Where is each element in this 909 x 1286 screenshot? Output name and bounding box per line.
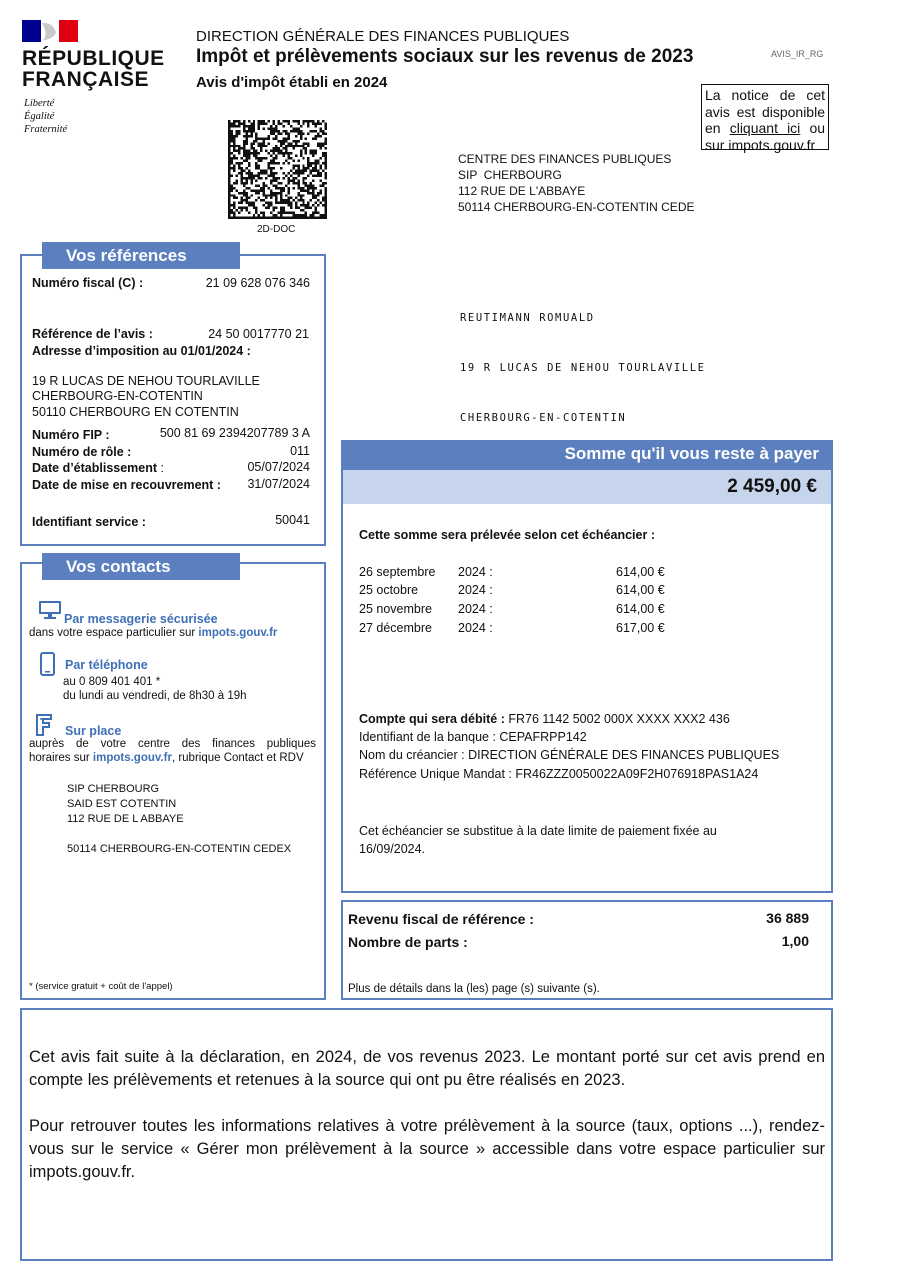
reference-label: Référence de l’avis :: [32, 327, 153, 341]
remaining-amount-band: Somme qu'il vous reste à payer: [341, 440, 833, 470]
messaging-title: Par messagerie sécurisée: [64, 612, 218, 626]
on-site-hours-post: , rubrique Contact et RDV: [171, 752, 304, 764]
footnote: * (service gratuit + coût de l'appel): [29, 981, 173, 992]
info-paragraph-2: Pour retrouver toutes les informations relatives à votre prélèvement à la source (taux, options ...), rendez-vous sur le service « Gérer mon prélèvement à la source » accessible dans votre espace particulier sur impots.gouv.fr.: [29, 1117, 825, 1181]
mandate-reference: Référence Unique Mandat : FR46ZZZ0050022A09F2H076918PAS1A24: [359, 767, 759, 781]
fiscal-number-value: 21 09 628 076 346: [205, 276, 310, 290]
tax-address-line: 19 R LUCAS DE NEHOU TOURLAVILLE: [32, 374, 260, 388]
marianne-place-icon: [34, 713, 54, 737]
service-id-label: Identifiant service :: [32, 515, 146, 529]
motto-liberte: Liberté: [24, 98, 55, 109]
francaise-line: FRANÇAISE: [22, 68, 150, 91]
2d-doc-barcode-icon: [228, 120, 327, 219]
sip-city: 50114 CHERBOURG-EN-COTENTIN CEDEX: [67, 843, 292, 855]
marianne-logo-icon: [22, 20, 78, 42]
tax-center-line: 112 RUE DE L'ABBAYE: [458, 184, 586, 198]
schedule-amount: 617,00 €: [616, 621, 665, 635]
notice-box: [701, 84, 829, 153]
tax-center-line: 50114 CHERBOURG-EN-COTENTIN CEDE: [458, 200, 695, 214]
tax-address-line: 50110 CHERBOURG EN COTENTIN: [32, 405, 239, 419]
remaining-amount: 2 459,00 €: [343, 470, 831, 504]
messaging-link[interactable]: impots.gouv.fr: [198, 627, 278, 639]
schedule-year: 2024 :: [458, 583, 493, 597]
reference-income-value: 36 889: [766, 910, 809, 926]
schedule-row: [359, 565, 435, 579]
schedule-row: [359, 602, 432, 616]
on-site-hours-pre: horaires sur: [29, 752, 90, 764]
info-paragraph-1: Cet avis fait suite à la déclaration, en 2024, de vos revenus 2023. Le montant porté sur cet avis prend en compte les prélèvements et retenues à la source qui ont pu être réalisés en 2023.: [29, 1048, 825, 1089]
debited-account-label: Compte qui sera débité :: [359, 712, 505, 726]
republique-francaise-title: [22, 48, 165, 90]
reference-income-label: Revenu fiscal de référence :: [348, 911, 534, 927]
motto-egalite: Égalité: [24, 111, 55, 122]
creditor-name: Nom du créancier : DIRECTION GÉNÉRALE DES FINANCES PUBLIQUES: [359, 748, 780, 762]
role-number-label: Numéro de rôle :: [32, 445, 132, 459]
sip-line: SIP CHERBOURG: [67, 783, 160, 795]
2d-doc-label: 2D-DOC: [257, 224, 296, 235]
messaging-text: [29, 627, 277, 639]
recipient-line: 19 R LUCAS DE NEHOU TOURLAVILLE: [460, 361, 706, 374]
notice-text-pre: La notice de cet avis est disponible en: [705, 87, 825, 136]
on-site-text: auprès de votre centre des finances publiques: [29, 738, 316, 750]
schedule-year: 2024 :: [458, 621, 493, 635]
schedule-date: 27 décembre: [359, 621, 432, 635]
reference-value: 24 50 0017770 21: [208, 327, 309, 341]
phone-hours: du lundi au vendredi, de 8h30 à 19h: [63, 690, 247, 702]
tax-shares-value: 1,00: [781, 933, 809, 949]
page-subtitle: Avis d'impôt établi en 2024: [196, 74, 388, 91]
document-code: AVIS_IR_RG: [771, 49, 824, 59]
fip-number-label: Numéro FIP :: [32, 428, 110, 442]
notice-link[interactable]: cliquant ici: [729, 120, 801, 136]
phone-title: Par téléphone: [65, 658, 148, 672]
details-note: Plus de détails dans la (les) page (s) suivante (s).: [348, 983, 600, 995]
notice-text-post: ou sur impots.gouv.fr: [705, 120, 826, 153]
schedule-year: 2024 :: [458, 602, 493, 616]
collection-date-label: Date de mise en recouvrement :: [32, 478, 221, 492]
page-title: Impôt et prélèvements sociaux sur les revenus de 2023: [196, 46, 694, 67]
establishment-date-value: 05/07/2024: [247, 460, 310, 474]
recipient-line: CHERBOURG-EN-COTENTIN: [460, 412, 627, 425]
sip-address: [67, 782, 291, 857]
references-tab: Vos références: [42, 242, 240, 269]
recipient-line: REUTIMANN ROMUALD: [460, 311, 595, 324]
establishment-date-label: Date d’établissement :: [32, 461, 164, 475]
schedule-row: [359, 583, 418, 597]
tax-address-label: Adresse d’imposition au 01/01/2024 :: [32, 344, 251, 358]
schedule-amount: 614,00 €: [616, 583, 665, 597]
fiscal-number-label: Numéro fiscal (C) :: [32, 276, 144, 290]
tax-center-address: [458, 151, 694, 215]
tax-center-line: CENTRE DES FINANCES PUBLIQUES: [458, 152, 672, 166]
motto-fraternite: Fraternité: [24, 124, 68, 135]
debited-account-value: FR76 1142 5002 000X XXXX XXX2 436: [504, 712, 730, 726]
collection-date-value: 31/07/2024: [247, 477, 310, 491]
schedule-date: 26 septembre: [359, 565, 436, 579]
establishment-date-label-text: Date d’établissement: [32, 461, 158, 475]
tax-shares-label: Nombre de parts :: [348, 934, 468, 950]
schedule-date: 25 novembre: [359, 602, 432, 616]
tax-address-line: CHERBOURG-EN-COTENTIN: [32, 389, 203, 403]
sip-line: SAID EST COTENTIN: [67, 798, 177, 810]
computer-icon: [38, 600, 62, 620]
schedule-amount: 614,00 €: [616, 565, 665, 579]
service-id-value: 50041: [275, 513, 310, 527]
schedule-row: [359, 621, 432, 635]
on-site-link[interactable]: impots.gouv.fr: [92, 752, 172, 764]
schedule-year: 2024 :: [458, 565, 493, 579]
motto: [24, 97, 67, 136]
debited-account: [359, 712, 730, 726]
schedule-note: Cet échéancier se substitue à la date limite de paiement fixée au 16/09/2024.: [359, 824, 717, 856]
schedule-intro: Cette somme sera prélevée selon cet échéancier :: [359, 528, 655, 542]
on-site-title: Sur place: [65, 724, 122, 738]
direction-name: DIRECTION GÉNÉRALE DES FINANCES PUBLIQUES: [196, 28, 570, 45]
schedule-amount: 614,00 €: [616, 602, 665, 616]
phone-icon: [40, 652, 55, 676]
on-site-hours: [29, 752, 304, 764]
phone-number[interactable]: au 0 809 401 401 *: [63, 676, 161, 688]
fip-number-value: 500 81 69 2394207789 3 A: [159, 426, 310, 440]
schedule-date: 25 octobre: [359, 583, 419, 597]
contacts-tab: Vos contacts: [42, 553, 240, 580]
messaging-text-pre: dans votre espace particulier sur: [29, 627, 196, 639]
sip-line: 112 RUE DE L ABBAYE: [67, 813, 184, 825]
tax-center-line: SIP CHERBOURG: [458, 168, 562, 182]
bank-id: Identifiant de la banque : CEPAFRPP142: [359, 730, 587, 744]
role-number-value: 011: [290, 444, 310, 458]
republique-line: RÉPUBLIQUE: [22, 47, 165, 70]
